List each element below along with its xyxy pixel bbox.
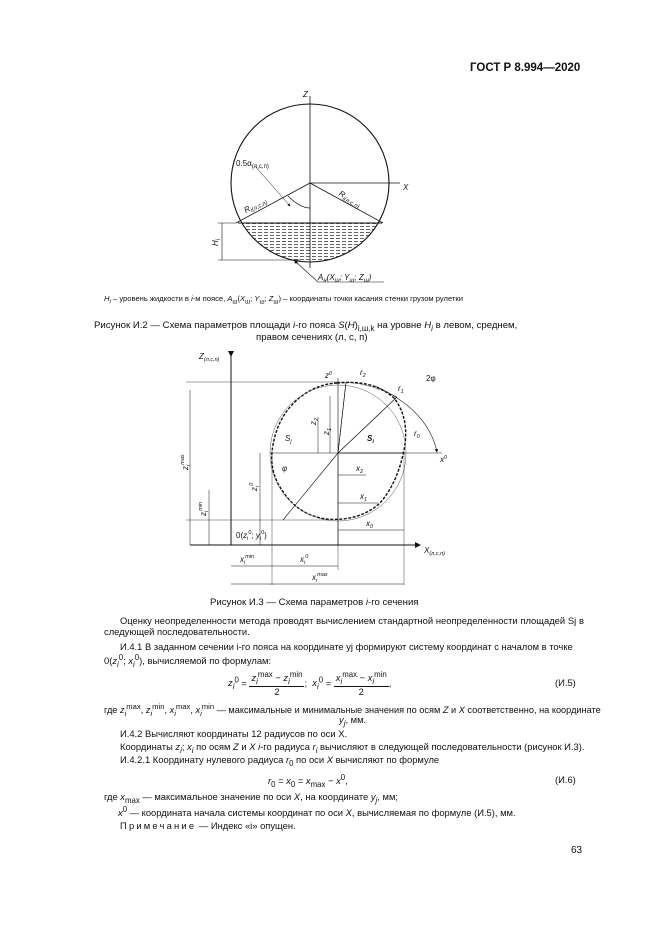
xi0-label: $x_i^0$ — [300, 554, 309, 566]
point-label: $A_н(X_ш$; $Y_ш$; $Z_ш$) — [318, 273, 372, 284]
figure1-legend: $H_i$ – уровень жидкости в i-м поясе, $A_ш(X_ш$; $Y_ш$; $Z_ш$) – координаты точки касания стенки грузом рулетки — [104, 294, 463, 306]
x-main-label: $X_{(л,с,п)}$ — [424, 546, 445, 557]
angle-label: $0.5\alpha_{(л,с,п)}$ — [236, 159, 269, 170]
phi-label: φ — [282, 464, 288, 473]
equation-i6-number: (И.6) — [555, 774, 576, 785]
paragraph-5: Координаты $z_i$; $x_i$ по осям Z и X i-го радиуса $r_i$ вычисляют в следующей последовательности (рисунок И.3). — [120, 741, 585, 755]
paragraph-3a: где $z_i^{max}$, $z_i^{min}$, $x_i^{max}$, $x_i^{min}$ — максимальные и минимальные значения по осям Z и X соответственно, на координате — [104, 702, 601, 718]
z1-label: $z_1$ — [322, 427, 333, 435]
r0-label: $r_0$ — [414, 429, 420, 440]
ximax-label: $x_i^{max}$ — [312, 572, 328, 584]
x0-right-label: $x^0$ — [440, 455, 448, 464]
x2-label: $x_2$ — [356, 464, 364, 475]
si-label: $S_i$ — [367, 434, 374, 445]
x0-bottom-label: $x_0$ — [366, 519, 374, 530]
z0-label: $z^0$ — [325, 371, 333, 380]
note: Примечание — Индекс «i» опущен. — [120, 820, 296, 831]
h-label: $H_i$ — [211, 238, 222, 246]
standard-header: ГОСТ Р 8.994—2020 — [470, 62, 581, 74]
figure1-caption-line2: правом сечениях (л, с, п) — [256, 332, 368, 343]
ximin-label: $x_i^{min}$ — [240, 554, 255, 566]
sj-label: $S_j$ — [285, 434, 292, 445]
equation-i6: $r_0 = x_0 = x_{max} - x^0$, — [268, 773, 348, 789]
figure1-caption-line1: Рисунок И.2 — Схема параметров площади i-го пояса $S(H)_{i,ш,k}$ на уровне $H_i$ в левом, среднем, — [94, 320, 518, 333]
r2-label: $r_2$ — [360, 368, 366, 379]
page-number: 63 — [571, 845, 583, 856]
zmax-label: $z_i^{max}$ — [180, 454, 192, 470]
r-left-label: $R_{i(л,с,п)}$ — [242, 199, 269, 215]
paragraph-6: И.4.2.1 Координату нулевого радиуса $r_0$ по оси X вычисляют по формуле — [120, 754, 440, 768]
x1-label: $x_1$ — [360, 492, 368, 503]
paragraph-2b: $0(z_i^0$; $x_i^0$), вычисляемой по формулам: — [104, 653, 272, 669]
paragraph-2a: И.4.1 В заданном сечении i-го пояса на координате yj формируют систему координат с началом в точке — [120, 641, 573, 652]
r-right-label: $R_{i(л,с,п)}$ — [337, 188, 361, 211]
equation-i5: $z_i^0$ = $z_i^{max} - z_i^{min}$ 2 ; $x_i^0$ = $x_i^{max} - x_i^{min}$ 2 , — [228, 670, 392, 697]
x-axis-label: X — [403, 183, 409, 192]
zi0-label: $z_i^0$ — [249, 482, 261, 491]
z-main-label: $Z_{(л,с,п)}$ — [199, 352, 220, 363]
paragraph-7: где $x_{max}$ — максимальное значение по оси X, на координате $y_j$, мм; — [104, 791, 399, 805]
origin-label: $0(z_i^0$; $y_i^0$) — [236, 530, 267, 542]
figure2-caption: Рисунок И.3 — Схема параметров i-го сечения — [210, 597, 419, 608]
two-phi-label: 2φ — [426, 374, 436, 383]
paragraph-1: Оценку неопределенности метода проводят вычислением стандартной неопределенности площадей Sj в следующей последовательности. — [104, 615, 584, 637]
z2-label: $z_2$ — [309, 417, 320, 425]
z-axis-label: Z — [303, 90, 308, 99]
paragraph-8: $x^0$ — координата начала системы координат по оси X, вычисляемая по формуле (И.5), мм. — [118, 805, 516, 819]
r1-label: $r_1$ — [398, 384, 404, 395]
paragraph-3b: $y_j$, мм. — [339, 714, 367, 728]
equation-i5-number: (И.5) — [555, 677, 576, 688]
paragraph-4: И.4.2 Вычисляют координаты 12 радиусов по оси X. — [120, 728, 348, 739]
zmin-label: $z_i^{min}$ — [198, 501, 210, 516]
